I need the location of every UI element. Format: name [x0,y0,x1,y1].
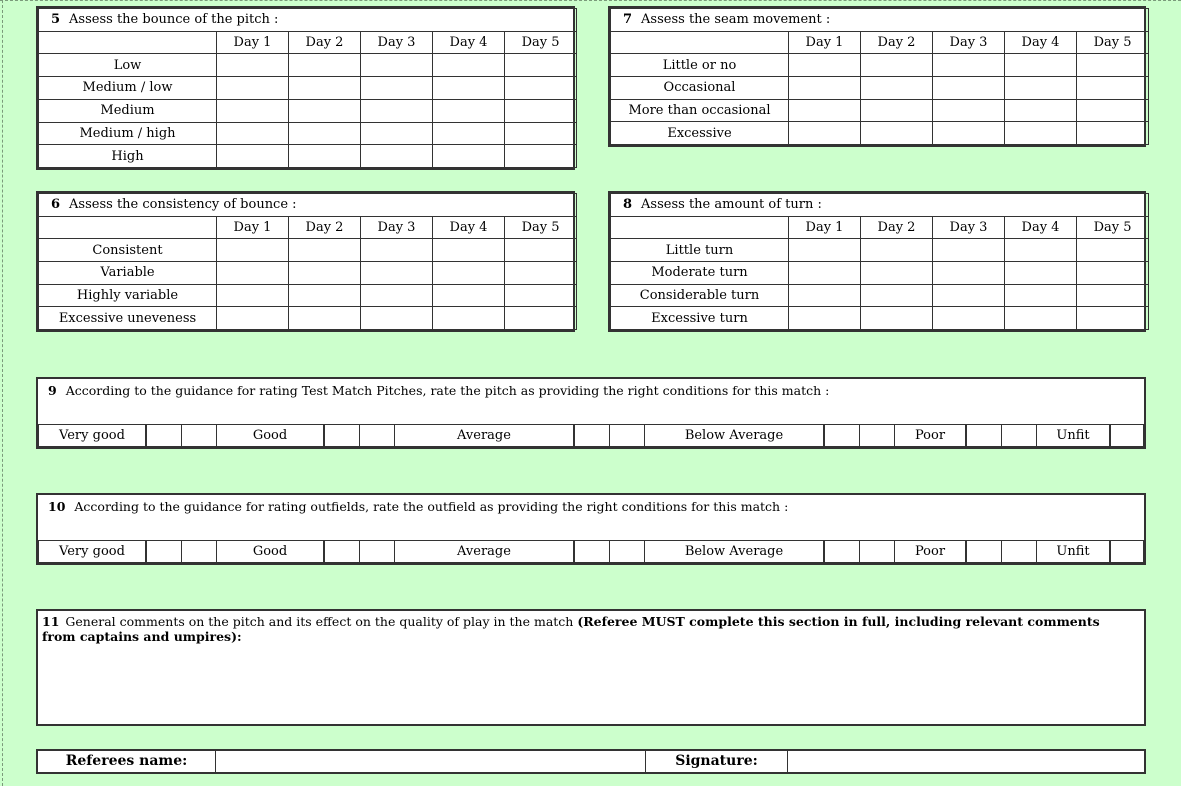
day-header: Day 2 [289,216,361,239]
row-label: More than occasional [611,99,789,122]
rating-label: Unfit [1036,424,1110,447]
day-header: Day 1 [789,216,861,239]
q5-grid [38,8,577,168]
signature-field[interactable] [788,751,1144,772]
day-cell[interactable] [789,239,861,262]
day-cell[interactable] [505,77,577,100]
q6-consistency-table [36,191,575,332]
q8-title-row [611,194,1149,217]
row-label: Low [39,54,217,77]
table-row [611,76,1149,99]
day-cell[interactable] [433,77,505,100]
day-cell[interactable] [861,284,933,307]
day-cell[interactable] [789,54,861,77]
day-cell[interactable] [1005,76,1077,99]
rating-checkbox[interactable] [146,424,182,447]
row-label: Consistent [39,239,217,262]
day-cell[interactable] [361,261,433,284]
day-cell[interactable] [433,284,505,307]
q7-number: 7 [623,12,633,28]
day-cell[interactable] [289,284,361,307]
table-row [39,122,577,145]
q6-title-row [39,194,577,217]
day-cell[interactable] [289,239,361,262]
day-cell[interactable] [361,284,433,307]
day-cell[interactable] [217,284,289,307]
rating-checkbox[interactable] [1110,424,1144,447]
day-cell[interactable] [505,145,577,168]
rating-label: Poor [894,424,966,447]
rating-checkbox[interactable] [1110,540,1144,563]
day-header: Day 1 [217,216,289,239]
row-label: Excessive uneveness [39,307,217,330]
row-label: Occasional [611,76,789,99]
day-cell[interactable] [1077,99,1149,122]
day-cell[interactable] [1005,307,1077,330]
q5-header-row [39,31,577,54]
rating-spacer [1002,540,1036,563]
q6-grid [38,193,577,330]
day-cell[interactable] [505,239,577,262]
rating-checkbox[interactable] [824,424,860,447]
table-row [39,307,577,330]
day-cell[interactable] [789,284,861,307]
q10-number: 10 [48,499,66,514]
day-cell[interactable] [1077,122,1149,145]
q8-header-row [611,216,1149,239]
rating-checkbox[interactable] [324,424,360,447]
row-label: Highly variable [39,284,217,307]
q9-number: 9 [48,383,57,398]
table-row [39,145,577,168]
day-header: Day 4 [433,31,505,54]
rating-spacer [182,424,216,447]
q11-text: General comments on the pitch and its effect on the quality of play in the match [65,614,574,629]
rating-label: Below Average [644,424,824,447]
day-cell[interactable] [433,122,505,145]
day-cell[interactable] [217,77,289,100]
day-header: Day 5 [1077,216,1149,239]
day-cell[interactable] [1005,54,1077,77]
rating-spacer [610,424,644,447]
q9-pitch-rating [36,377,1146,449]
referee-name-label: Referees name: [38,751,216,772]
day-cell[interactable] [861,76,933,99]
header-blank [39,31,217,54]
day-cell[interactable] [1077,284,1149,307]
q7-grid [610,8,1149,145]
rating-spacer [360,540,394,563]
q11-question [42,614,1134,644]
rating-spacer [182,540,216,563]
table-row [611,99,1149,122]
rating-label: Unfit [1036,540,1110,563]
q7-seam-table [608,6,1146,147]
table-row [39,54,577,77]
q8-title [611,194,1149,217]
day-cell[interactable] [361,122,433,145]
rating-label: Average [394,424,574,447]
rating-label: Good [216,424,324,447]
day-cell[interactable] [1005,239,1077,262]
rating-label: Poor [894,540,966,563]
header-blank [39,216,217,239]
day-cell[interactable] [289,99,361,122]
row-label: High [39,145,217,168]
day-cell[interactable] [933,261,1005,284]
day-cell[interactable] [433,307,505,330]
q5-bounce-table [36,6,575,170]
day-cell[interactable] [1005,122,1077,145]
day-cell[interactable] [933,76,1005,99]
day-header: Day 3 [933,31,1005,54]
day-cell[interactable] [1077,307,1149,330]
day-cell[interactable] [217,261,289,284]
day-cell[interactable] [861,239,933,262]
q10-text: According to the guidance for rating outfields, rate the outfield as providing the right conditions for this match : [74,499,789,514]
day-cell[interactable] [505,284,577,307]
table-row [611,122,1149,145]
rating-label: Good [216,540,324,563]
day-header: Day 2 [861,216,933,239]
q6-title [39,194,577,217]
day-header: Day 5 [505,31,577,54]
q5-title-text: Assess the bounce of the pitch : [69,12,279,28]
q5-title-row [39,9,577,32]
day-cell[interactable] [789,76,861,99]
day-cell[interactable] [1077,76,1149,99]
day-cell[interactable] [217,307,289,330]
rating-checkbox[interactable] [324,540,360,563]
table-row [39,99,577,122]
q7-header-row [611,31,1149,54]
row-label: Little turn [611,239,789,262]
rating-spacer [860,540,894,563]
day-cell[interactable] [289,307,361,330]
day-cell[interactable] [861,54,933,77]
day-cell[interactable] [217,239,289,262]
rating-spacer [610,540,644,563]
day-cell[interactable] [1077,54,1149,77]
day-cell[interactable] [289,261,361,284]
day-cell[interactable] [217,54,289,77]
day-cell[interactable] [361,239,433,262]
day-cell[interactable] [433,239,505,262]
day-cell[interactable] [933,54,1005,77]
day-cell[interactable] [1077,261,1149,284]
row-label: Excessive [611,122,789,145]
day-cell[interactable] [933,284,1005,307]
row-label: Medium / high [39,122,217,145]
day-cell[interactable] [505,307,577,330]
day-cell[interactable] [789,99,861,122]
rating-checkbox[interactable] [966,540,1002,563]
day-header: Day 4 [1005,31,1077,54]
day-cell[interactable] [861,261,933,284]
day-header: Day 4 [1005,216,1077,239]
day-cell[interactable] [289,54,361,77]
q9-question [48,383,829,398]
day-cell[interactable] [1077,239,1149,262]
table-row [39,284,577,307]
table-row [39,261,577,284]
q11-instruction: (Referee MUST complete this section in full, including relevant comments from captains and umpires): [42,614,1100,644]
q10-question [48,499,788,514]
day-header: Day 1 [789,31,861,54]
day-cell[interactable] [289,122,361,145]
day-header: Day 4 [433,216,505,239]
day-cell[interactable] [505,122,577,145]
day-cell[interactable] [1005,99,1077,122]
rating-spacer [860,424,894,447]
day-header: Day 2 [861,31,933,54]
table-row [611,307,1149,330]
day-header: Day 5 [505,216,577,239]
rating-checkbox[interactable] [146,540,182,563]
rating-checkbox[interactable] [966,424,1002,447]
day-cell[interactable] [505,99,577,122]
q11-comments-box[interactable] [36,609,1146,726]
q8-number: 8 [623,197,633,213]
rating-label: Average [394,540,574,563]
page-border-top [0,0,1181,1]
row-label: Medium / low [39,77,217,100]
rating-spacer [1002,424,1036,447]
day-header: Day 2 [289,31,361,54]
day-cell[interactable] [505,261,577,284]
day-cell[interactable] [361,54,433,77]
q6-title-text: Assess the consistency of bounce : [69,197,297,213]
table-row [39,77,577,100]
day-cell[interactable] [433,261,505,284]
day-header: Day 1 [217,31,289,54]
q8-turn-table [608,191,1146,332]
day-cell[interactable] [933,99,1005,122]
rating-label: Very good [38,540,146,563]
day-cell[interactable] [361,77,433,100]
day-cell[interactable] [433,145,505,168]
rating-spacer [360,424,394,447]
signature-row [36,749,1146,774]
row-label: Little or no [611,54,789,77]
day-cell[interactable] [433,54,505,77]
row-label: Considerable turn [611,284,789,307]
row-label: Variable [39,261,217,284]
day-cell[interactable] [289,77,361,100]
day-cell[interactable] [861,122,933,145]
day-header: Day 3 [361,31,433,54]
q6-header-row [39,216,577,239]
row-label: Moderate turn [611,261,789,284]
q6-number: 6 [51,197,61,213]
q5-title [39,9,577,32]
day-cell[interactable] [933,307,1005,330]
day-cell[interactable] [1005,261,1077,284]
table-row [611,261,1149,284]
day-cell[interactable] [361,307,433,330]
page-border-left [2,0,3,786]
rating-checkbox[interactable] [824,540,860,563]
day-cell[interactable] [217,145,289,168]
day-cell[interactable] [433,99,505,122]
row-label: Excessive turn [611,307,789,330]
day-cell[interactable] [861,99,933,122]
signature-label: Signature: [646,751,788,772]
table-row [611,54,1149,77]
q8-title-text: Assess the amount of turn : [641,197,822,213]
day-cell[interactable] [505,54,577,77]
day-cell[interactable] [789,122,861,145]
q7-title [611,9,1149,32]
day-cell[interactable] [861,307,933,330]
day-cell[interactable] [933,122,1005,145]
day-cell[interactable] [789,261,861,284]
table-row [611,284,1149,307]
day-cell[interactable] [933,239,1005,262]
q5-number: 5 [51,12,61,28]
q9-text: According to the guidance for rating Test Match Pitches, rate the pitch as providing the right conditions for this match : [65,383,830,398]
header-blank [611,216,789,239]
day-cell[interactable] [361,145,433,168]
day-header: Day 3 [361,216,433,239]
table-row [611,239,1149,262]
day-cell[interactable] [1005,284,1077,307]
row-label: Medium [39,99,217,122]
rating-checkbox[interactable] [574,540,610,563]
rating-checkbox[interactable] [574,424,610,447]
referee-name-field[interactable] [216,751,646,772]
day-header: Day 5 [1077,31,1149,54]
q8-grid [610,193,1149,330]
day-cell[interactable] [361,99,433,122]
q7-title-row [611,9,1149,32]
day-header: Day 3 [933,216,1005,239]
day-cell[interactable] [789,307,861,330]
day-cell[interactable] [289,145,361,168]
day-cell[interactable] [217,99,289,122]
q7-title-text: Assess the seam movement : [641,12,831,28]
q10-outfield-rating [36,493,1146,565]
rating-label: Below Average [644,540,824,563]
day-cell[interactable] [217,122,289,145]
header-blank [611,31,789,54]
rating-label: Very good [38,424,146,447]
table-row [39,239,577,262]
q11-number: 11 [42,614,60,629]
